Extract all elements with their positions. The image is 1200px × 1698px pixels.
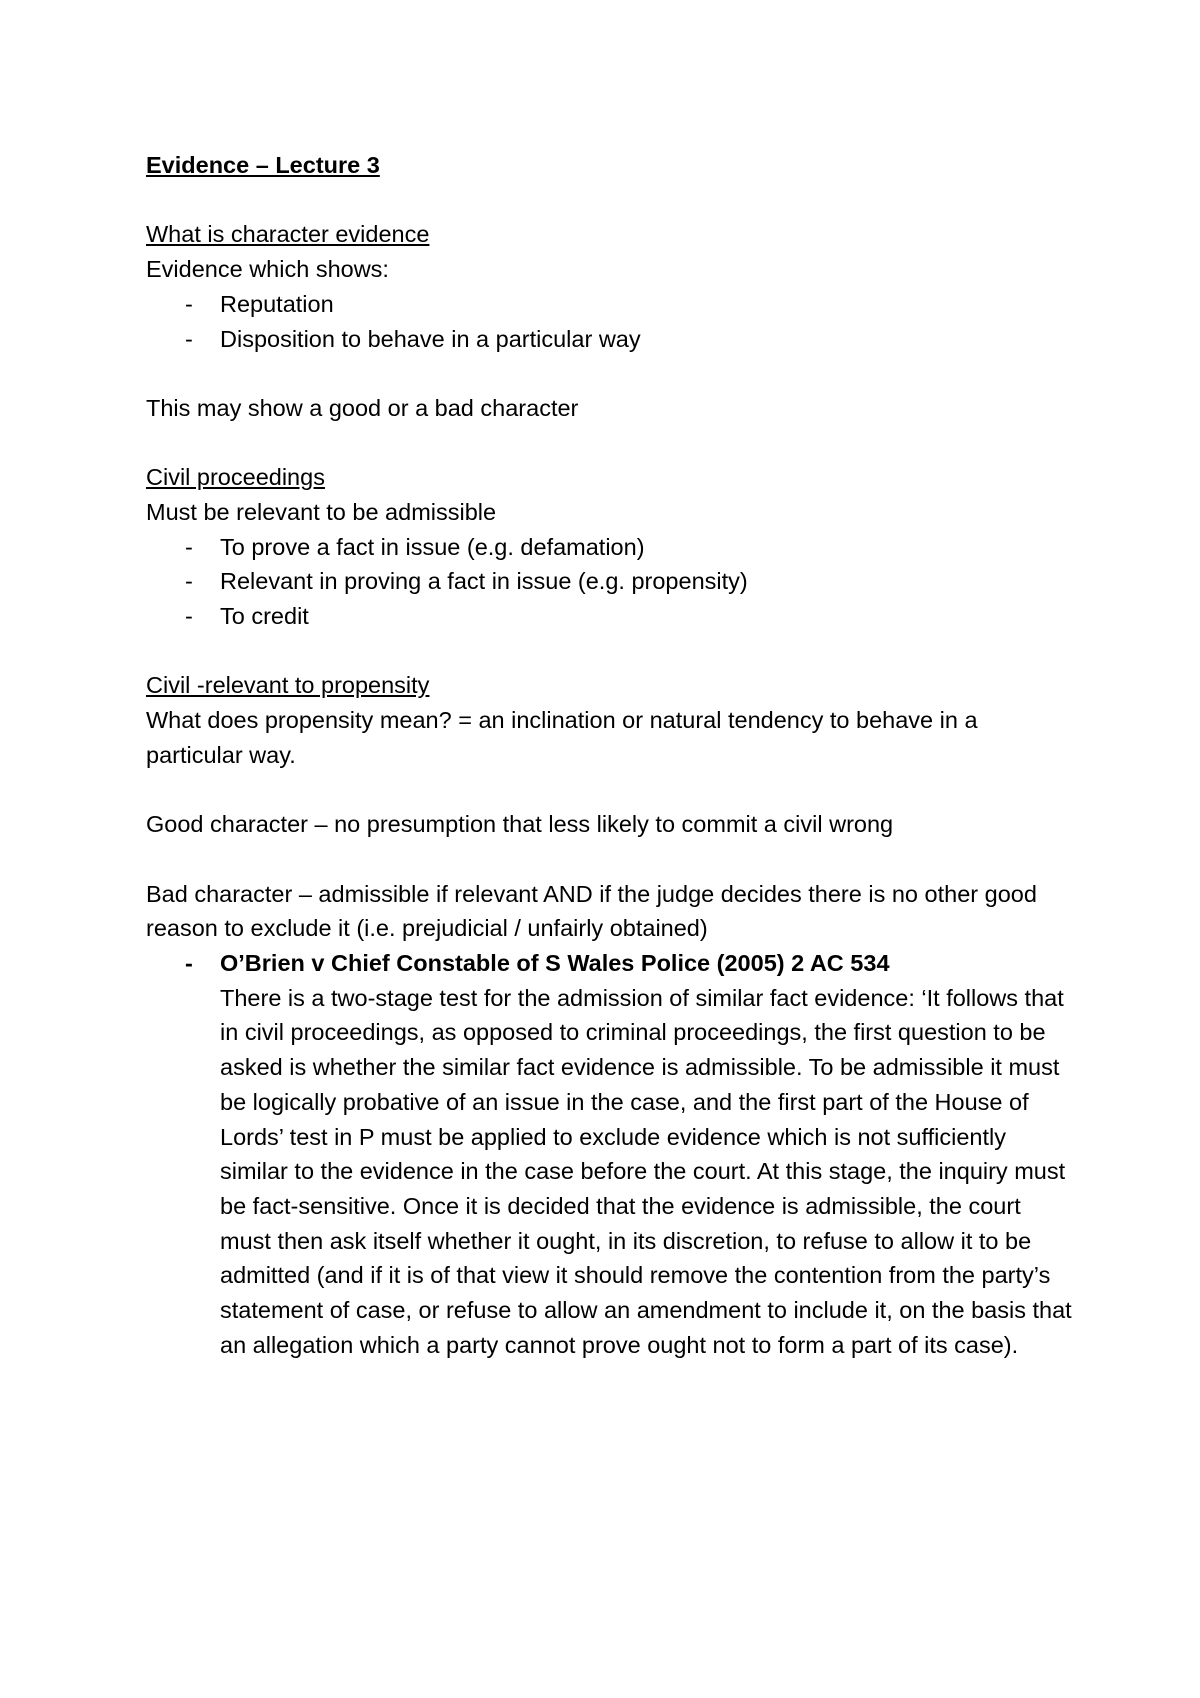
bullet-dash: - [185,568,193,595]
case-item [146,946,1076,1362]
civil-list [146,530,1076,634]
bullet-dash: - [185,950,193,977]
character-note: This may show a good or a bad character [146,394,579,421]
bullet-dash: - [185,533,193,560]
character-list [146,287,1076,356]
bullet-dash: - [185,290,193,317]
list-item-text: Disposition to behave in a particular way [220,325,641,352]
blank-line [146,183,1076,218]
blank-line [146,773,1076,808]
character-intro: Evidence which shows: [146,256,389,283]
list-item [146,322,1076,357]
list-item [146,287,1076,322]
list-item [146,530,1076,565]
list-item-text: To credit [220,603,309,630]
blank-line [146,356,1076,391]
bullet-dash: - [185,325,193,352]
case-name: O’Brien v Chief Constable of S Wales Police (2005) 2 AC 534 [220,950,890,977]
case-quote: There is a two-stage test for the admission of similar fact evidence: ‘It follows that in civil proceedings, as opposed to criminal proceedings, the first question to be asked is whether the similar fact evidence is admissible. To be admissible it must be logically probative of an issue in the case, and the first part of the House of Lords’ test in P must be applied to exclude evidence which is not sufficiently similar to the evidence in the case before the court. At this stage, the inquiry must be fact-sensitive. Once it is decided that the evidence is admissible, the court must then ask itself whether it ought, in its discretion, to refuse to allow it to be admitted (and if it is of that view it should remove the contention from the party’s statement of case, or refuse to allow an amendment to include it, on the basis that an allegation which a party cannot prove ought not to form a part of its case). [220,984,1072,1358]
section-heading-civil: Civil proceedings [146,464,325,491]
good-character-paragraph: Good character – no presumption that less likely to commit a civil wrong [146,811,894,838]
blank-line [146,426,1076,461]
section-heading-character: What is character evidence [146,221,430,248]
page-title: Evidence – Lecture 3 [146,152,380,178]
list-item-text: Relevant in proving a fact in issue (e.g. propensity) [220,568,748,595]
bullet-dash: - [185,603,193,630]
blank-line [146,842,1076,877]
section-heading-propensity: Civil -relevant to propensity [146,672,430,699]
case-list [146,946,1076,1362]
bad-character-paragraph: Bad character – admissible if relevant AND if the judge decides there is no other good reason to exclude it (i.e. prejudicial / unfairly obtained) [146,880,1037,942]
blank-line [146,634,1076,669]
list-item-text: Reputation [220,290,334,317]
document-body [146,148,1076,1363]
list-item-text: To prove a fact in issue (e.g. defamation) [220,533,645,560]
propensity-definition: What does propensity mean? = an inclination or natural tendency to behave in a particular way. [146,707,978,768]
list-item [146,599,1076,634]
list-item [146,564,1076,599]
civil-intro: Must be relevant to be admissible [146,498,497,525]
